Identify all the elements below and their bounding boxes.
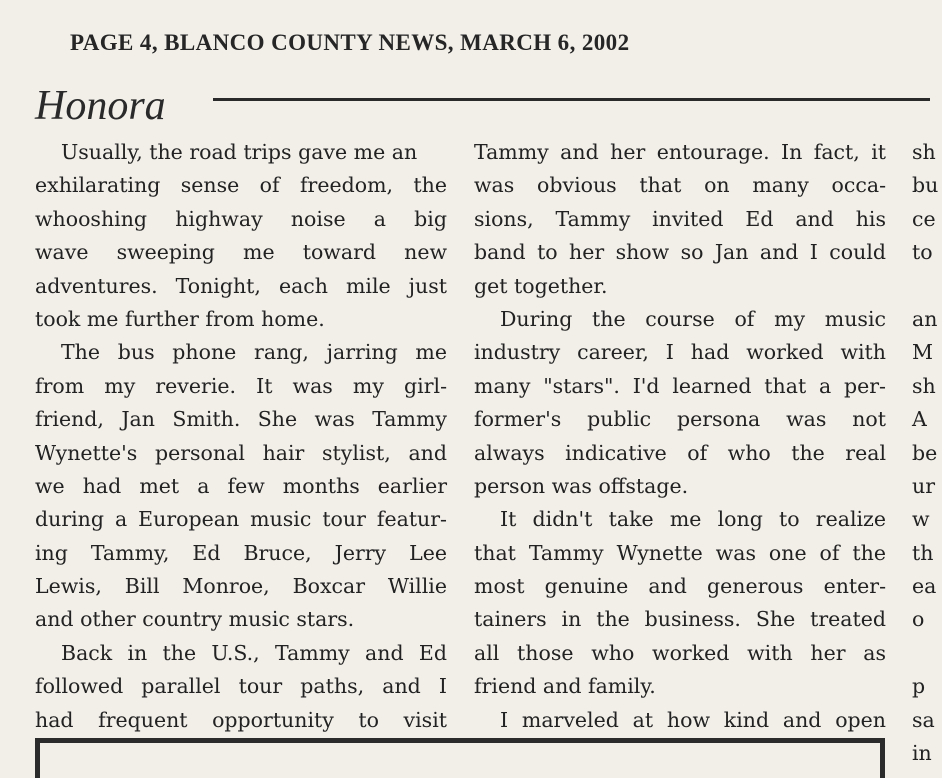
text-line: friend and family.	[474, 674, 656, 699]
text-line: adventures. Tonight, each mile just	[35, 273, 447, 298]
text-line: sh	[912, 373, 936, 398]
text-line: had frequent opportunity to visit	[35, 707, 447, 732]
text-line: many "stars". I'd learned that a per-	[474, 373, 886, 398]
text-line: in	[912, 741, 932, 766]
text-line: most genuine and generous enter-	[474, 574, 886, 599]
text-line: to	[912, 240, 933, 265]
text-line	[912, 637, 942, 670]
text-line: sa	[912, 707, 935, 732]
text-line	[912, 270, 942, 303]
text-line: former's public persona was not	[474, 407, 886, 432]
text-line: w	[912, 507, 930, 532]
text-line: was obvious that on many occa-	[474, 173, 886, 198]
text-line: ce	[912, 206, 936, 231]
article-title: Honora	[35, 83, 166, 129]
text-line: an	[912, 306, 938, 331]
text-line: whooshing highway noise a big	[35, 206, 447, 231]
text-line: industry career, I had worked with	[474, 340, 886, 365]
text-line: person was offstage.	[474, 473, 689, 498]
text-line: be	[912, 440, 938, 465]
text-line: sions, Tammy invited Ed and his	[474, 206, 886, 231]
text-line: friend, Jan Smith. She was Tammy	[35, 407, 447, 432]
text-line: th	[912, 540, 934, 565]
text-line: followed parallel tour paths, and I	[35, 674, 447, 699]
text-line: M	[912, 340, 933, 365]
text-line: bu	[912, 173, 939, 198]
text-line: always indicative of who the real	[474, 440, 886, 465]
text-line: all those who worked with her as	[474, 640, 886, 665]
text-line: Back in the U.S., Tammy and Ed	[61, 640, 447, 665]
text-line: tainers in the business. She treated	[474, 607, 886, 632]
text-line: ing Tammy, Ed Bruce, Jerry Lee	[35, 540, 447, 565]
title-rule	[213, 98, 930, 101]
bottom-box-border	[35, 738, 885, 778]
column-2	[474, 136, 886, 737]
text-line: Usually, the road trips gave me an	[61, 140, 418, 164]
text-line: I marveled at how kind and open	[500, 707, 886, 732]
text-line: The bus phone rang, jarring me	[61, 340, 447, 365]
text-line: A	[912, 407, 927, 432]
text-line: ea	[912, 574, 937, 599]
text-line: get together.	[474, 273, 608, 298]
text-line: from my reverie. It was my girl-	[35, 373, 447, 398]
text-line: Wynette's personal hair stylist, and	[35, 440, 447, 465]
column-3-clipped	[912, 136, 942, 770]
text-line: p	[912, 674, 926, 699]
text-line: took me further from home.	[35, 306, 325, 331]
text-line: band to her show so Jan and I could	[474, 240, 886, 265]
text-line: Tammy and her entourage. In fact, it	[474, 140, 886, 164]
text-line: ur	[912, 473, 936, 498]
text-line: Lewis, Bill Monroe, Boxcar Willie	[35, 574, 447, 599]
text-line: exhilarating sense of freedom, the	[35, 173, 447, 198]
column-1	[35, 136, 447, 737]
text-line: sh	[912, 140, 936, 164]
text-line: wave sweeping me toward new	[35, 240, 447, 265]
text-line: we had met a few months earlier	[35, 473, 447, 498]
text-line: During the course of my music	[500, 306, 886, 331]
text-line: that Tammy Wynette was one of the	[474, 540, 886, 565]
text-line: It didn't take me long to realize	[500, 507, 886, 532]
text-line: o	[912, 607, 925, 632]
text-line: and other country music stars.	[35, 607, 355, 632]
page-header: PAGE 4, BLANCO COUNTY NEWS, MARCH 6, 2002	[70, 30, 630, 55]
text-line: during a European music tour featur-	[35, 507, 447, 532]
